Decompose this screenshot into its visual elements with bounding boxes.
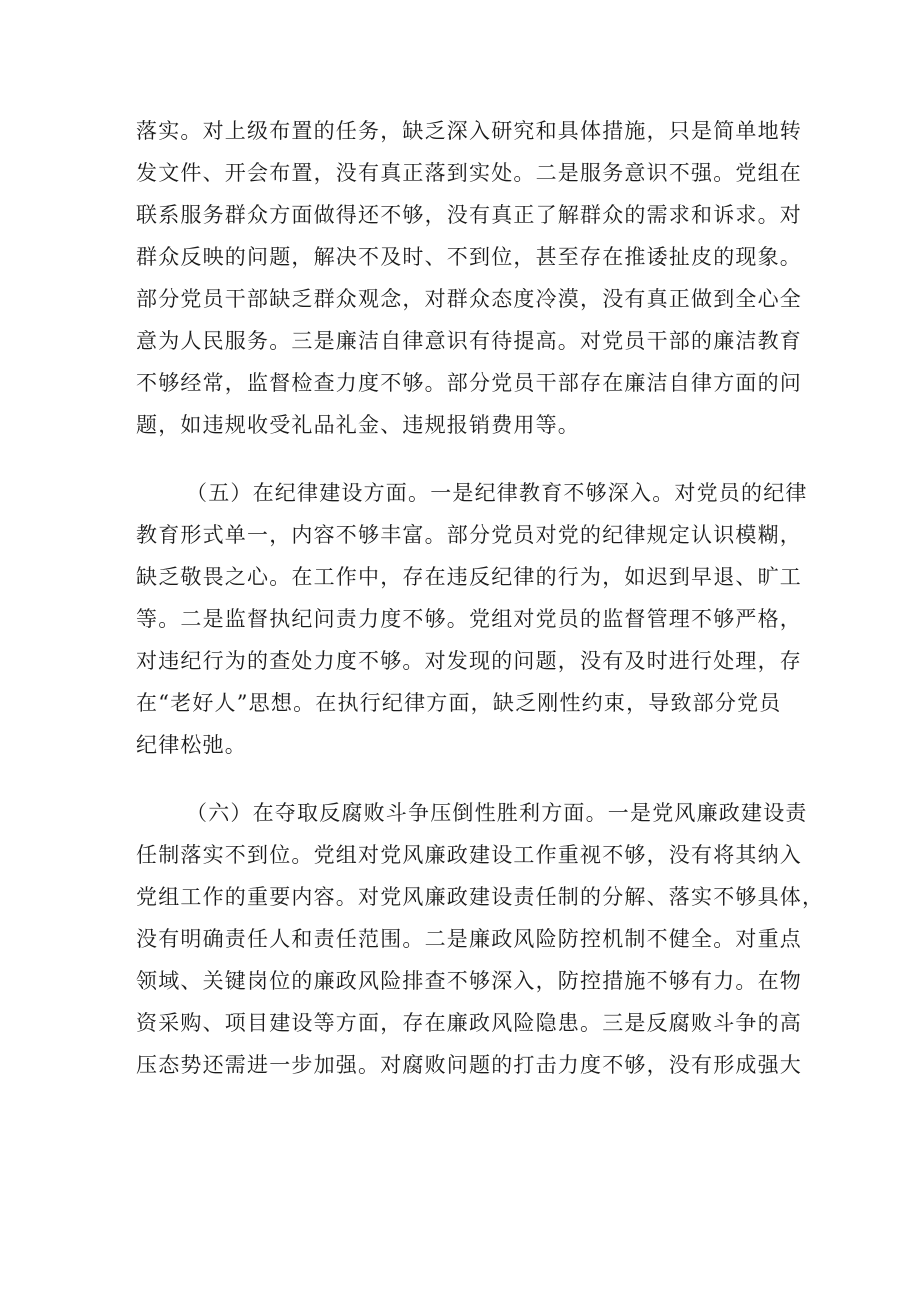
text-line: 群众反映的问题，解决不及时、不到位，甚至存在推诿扯皮的现象。	[136, 245, 802, 269]
paragraph-service-integrity	[136, 110, 802, 446]
document-body	[136, 110, 825, 1086]
text-line: 教育形式单一，内容不够丰富。部分党员对党的纪律规定认识模糊，	[136, 523, 802, 547]
text-line: 发文件、开会布置，没有真正落到实处。二是服务意识不强。党组在	[136, 161, 802, 185]
paragraph-discipline	[136, 472, 808, 766]
paragraph-anti-corruption	[136, 792, 825, 1086]
text-line: 部分党员干部缺乏群众观念，对群众态度冷漠，没有真正做到全心全	[136, 287, 802, 311]
text-line: （五）在纪律建设方面。一是纪律教育不够深入。对党员的纪律	[186, 481, 808, 505]
text-line: 不够经常，监督检查力度不够。部分党员干部存在廉洁自律方面的问	[136, 371, 802, 395]
text-line: 等。二是监督执纪问责力度不够。党组对党员的监督管理不够严格，	[136, 607, 802, 631]
text-line: （六）在夺取反腐败斗争压倒性胜利方面。一是党风廉政建设责	[186, 801, 808, 825]
text-line: 对违纪行为的查处力度不够。对发现的问题，没有及时进行处理，存	[136, 649, 802, 673]
text-line: 题，如违规收受礼品礼金、违规报销费用等。	[136, 413, 580, 437]
text-line: 纪律松弛。	[136, 733, 247, 757]
text-line: 领域、关键岗位的廉政风险排查不够深入，防控措施不够有力。在物	[136, 969, 802, 993]
text-line: 缺乏敬畏之心。在工作中，存在违反纪律的行为，如迟到早退、旷工	[136, 565, 802, 589]
text-line: 没有明确责任人和责任范围。二是廉政风险防控机制不健全。对重点	[136, 927, 802, 951]
text-line: 压态势还需进一步加强。对腐败问题的打击力度不够，没有形成强大	[136, 1053, 802, 1077]
text-line: 意为人民服务。三是廉洁自律意识有待提高。对党员干部的廉洁教育	[136, 329, 802, 353]
text-line: 任制落实不到位。党组对党风廉政建设工作重视不够，没有将其纳入	[136, 843, 802, 867]
text-line: 在“老好人”思想。在执行纪律方面，缺乏刚性约束，导致部分党员	[136, 691, 782, 715]
text-line: 资采购、项目建设等方面，存在廉政风险隐患。三是反腐败斗争的高	[136, 1011, 802, 1035]
text-line: 联系服务群众方面做得还不够，没有真正了解群众的需求和诉求。对	[136, 203, 802, 227]
text-line: 党组工作的重要内容。对党风廉政建设责任制的分解、落实不够具体，	[136, 885, 825, 909]
text-line: 落实。对上级布置的任务，缺乏深入研究和具体措施，只是简单地转	[136, 119, 802, 143]
